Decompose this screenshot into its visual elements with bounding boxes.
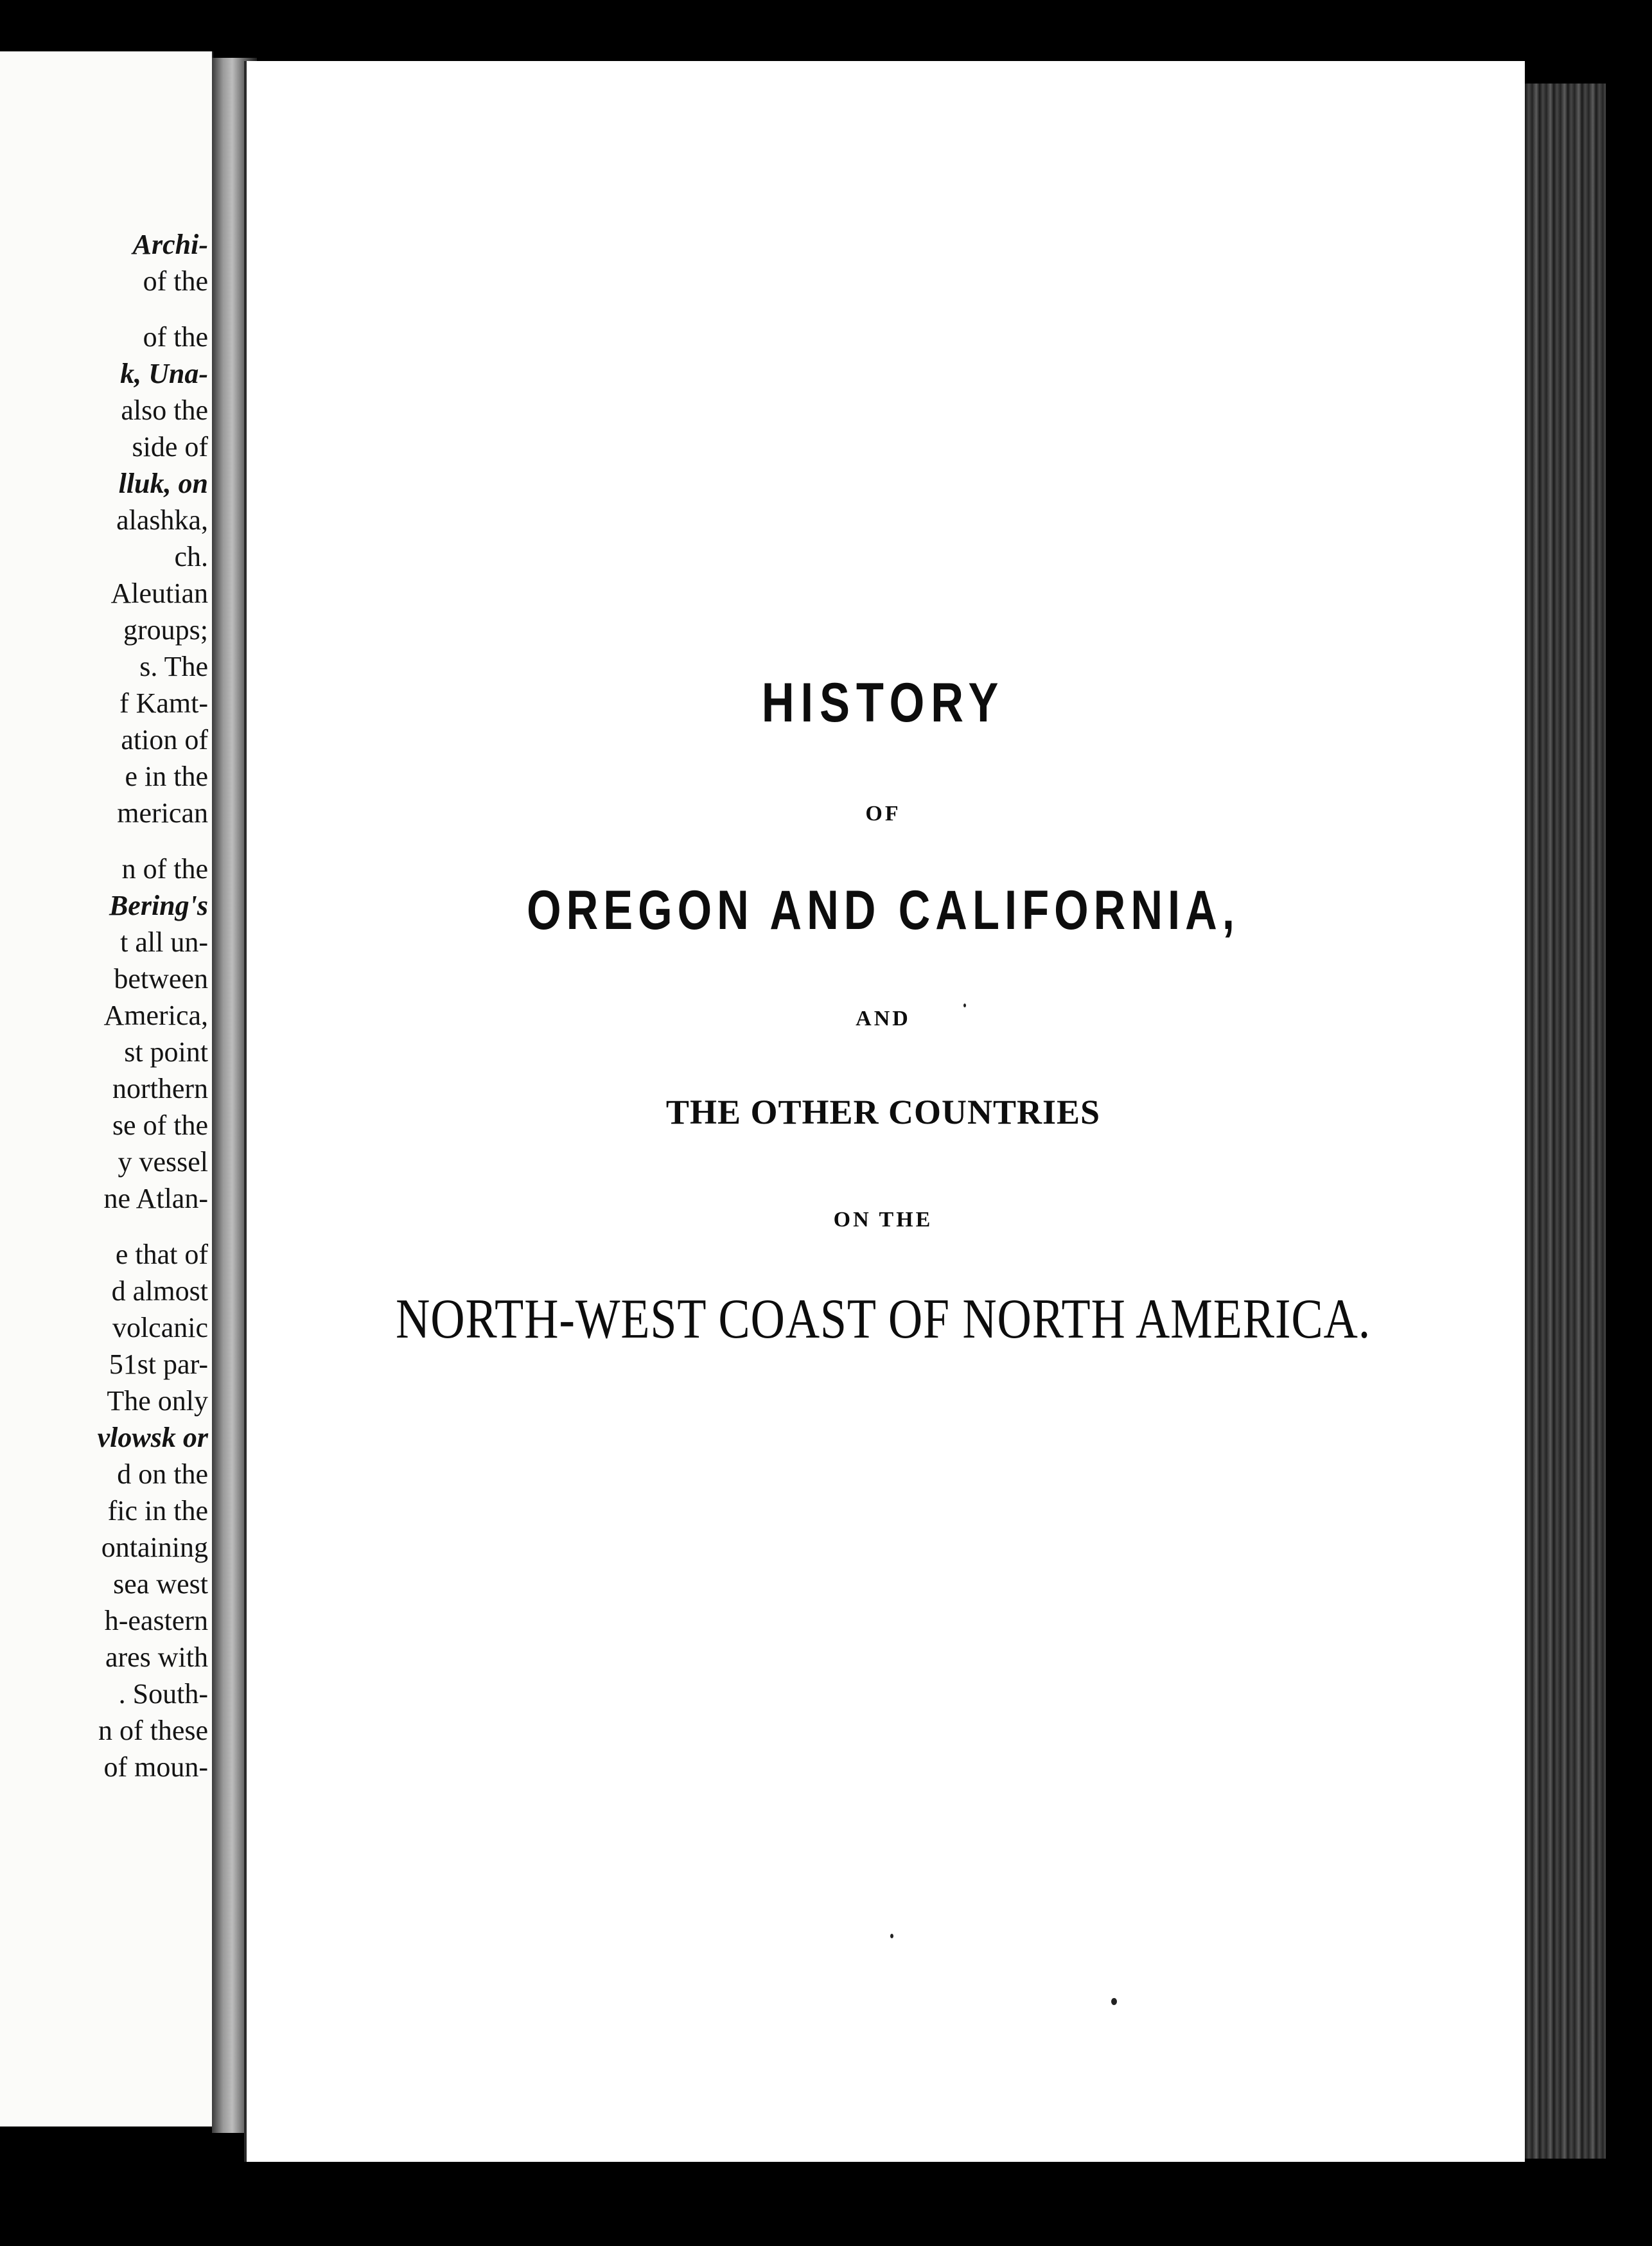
previous-page-text-line: ation of [121,724,208,756]
previous-page-text-line: t all un- [120,926,208,958]
previous-page-text-line: . South- [118,1678,208,1710]
previous-page-text-line: Archi- [132,229,208,260]
previous-page-text-line: vlowsk or [97,1422,208,1453]
previous-page-text-line: Bering's [109,890,208,921]
previous-page-text-line: d almost [111,1275,208,1307]
title-on-the: ON THE [833,1208,933,1232]
previous-page-text-line: groups; [123,614,208,646]
previous-page-text-line: 51st par- [109,1348,208,1380]
ink-speck [890,1934,893,1938]
previous-page-text-line: merican [117,797,208,829]
previous-page-text-line: fic in the [107,1495,208,1526]
previous-page-text-line: sea west [113,1568,208,1600]
previous-page-fragment [0,51,213,2127]
previous-page-text-line: e that of [115,1239,208,1270]
previous-page-text-line: America, [103,1000,208,1031]
previous-page-text-line: se of the [112,1110,208,1141]
previous-page-text-line: ne Atlan- [103,1183,208,1214]
previous-page-text-line: Aleutian [110,578,208,609]
previous-page-text-line: ontaining [101,1532,208,1563]
previous-page-text-line: f Kamt- [119,687,208,719]
previous-page-text-line: northern [112,1073,208,1104]
previous-page-text-line: ch. [174,541,208,572]
previous-page-text-line: e in the [125,761,208,792]
previous-page-text-line: of the [143,265,208,297]
title-and: AND [856,1007,911,1030]
previous-page-text-line: h-eastern [104,1605,208,1636]
previous-page-text-line: lluk, on [118,468,208,499]
previous-page-text-line: also the [121,394,208,426]
title-oregon-california: OREGON AND CALIFORNIA, [527,880,1240,941]
previous-page-text-line: of the [143,321,208,353]
previous-page-text-line: n of the [121,853,208,885]
ink-speck [963,1004,966,1007]
previous-page-text-line: alashka, [116,504,208,536]
title-of: OF [865,802,901,826]
title-history: HISTORY [761,672,1005,734]
title-other-countries: THE OTHER COUNTRIES [665,1093,1101,1131]
previous-page-text-line: st point [124,1036,208,1068]
previous-page-text-line: ares with [105,1641,208,1673]
previous-page-text-line: between [114,963,208,995]
previous-page-text-line: side of [132,431,208,463]
previous-page-text-line: n of these [98,1715,208,1746]
ink-speck [1111,1998,1117,2005]
title-north-west-coast: NORTH-WEST COAST OF NORTH AMERICA. [395,1288,1371,1350]
previous-page-text-line: k, Una- [120,358,208,389]
previous-page-text-line: The only [107,1385,208,1417]
previous-page-text-line: of moun- [103,1751,208,1783]
previous-page-text-line: s. The [139,651,208,682]
previous-page-text-line: y vessel [118,1146,208,1178]
previous-page-text-line: volcanic [112,1312,208,1343]
previous-page-text-line: d on the [117,1458,208,1490]
